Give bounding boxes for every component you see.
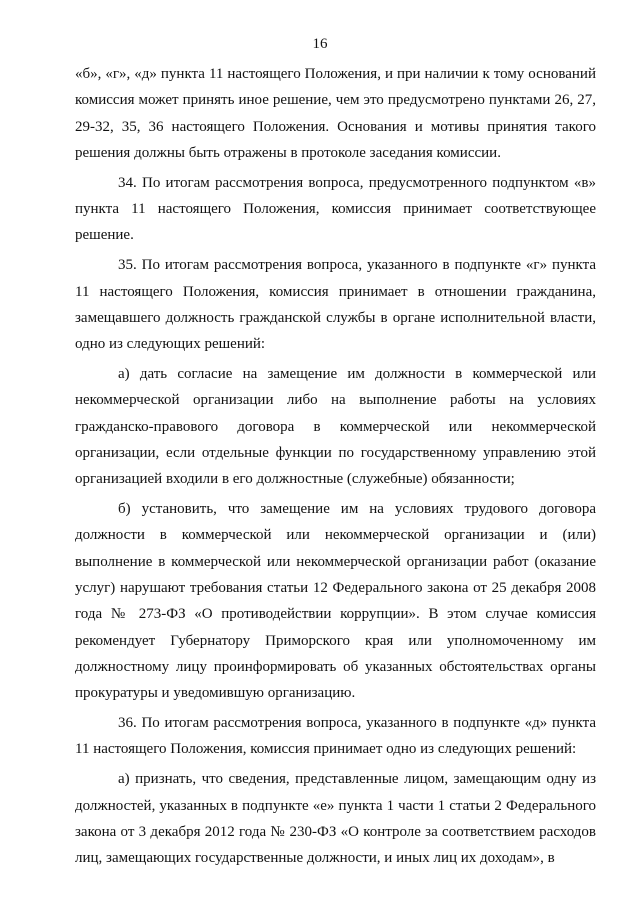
paragraph-item-35: 35. По итогам рассмотрения вопроса, указанного в подпункте «г» пункта 11 настоящего Положения, комиссия принимает в отношении гражданина, замещавшего должность гражданской службы в органе исполнительной власти, одно из следующих решений: (75, 257, 596, 353)
paragraph-item-36: 36. По итогам рассмотрения вопроса, указанного в подпункте «д» пункта 11 настоящего Положения, комиссия принимает одно из следующих решений: (75, 715, 596, 758)
paragraph-item-34: 34. По итогам рассмотрения вопроса, предусмотренного подпунктом «в» пункта 11 настоящего Положения, комиссия принимает соответствующее решение. (75, 174, 596, 244)
paragraph-item-35-a: а) дать согласие на замещение им должности в коммерческой или некоммерческой организации либо на выполнение работы на условиях гражданско-правового договора в коммерческой или некоммерческой организации, если отдельные функции по государственному управлению этой организацией входили в его должностные (служебные) обязанности; (75, 366, 596, 488)
paragraph-item-36-a: а) признать, что сведения, представленные лицом, замещающим одну из должностей, указанных в подпункте «е» пункта 1 части 1 статьи 2 Федерального закона от 3 декабря 2012 года № 230-ФЗ «О контроле за соответствием расходов лиц, замещающих государственные должности, и иных лиц их доходам», в (75, 771, 596, 867)
paragraph-continuation: «б», «г», «д» пункта 11 настоящего Положения, и при наличии к тому оснований комиссия может принять иное решение, чем это предусмотрено пунктами 26, 27, 29-32, 35, 36 настоящего Положения. Основания и мотивы принятия такого решения должны быть отражены в протоколе заседания комиссии. (75, 66, 596, 161)
document-body (75, 61, 596, 875)
page-number: 16 (312, 36, 328, 52)
paragraph-item-35-b: б) установить, что замещение им на условиях трудового договора должности в коммерческой или некоммерческой организации и (или) выполнение в коммерческой или некоммерческой организации работ (оказание услуг) нарушают требования статьи 12 Федерального закона от 25 декабря 2008 года № 273-ФЗ «О противодействии коррупции». В этом случае комиссия рекомендует Губернатору Приморского края или уполномоченному им должностному лицу проинформировать об указанных обстоятельствах органы прокуратуры и уведомившую организацию. (75, 501, 596, 702)
